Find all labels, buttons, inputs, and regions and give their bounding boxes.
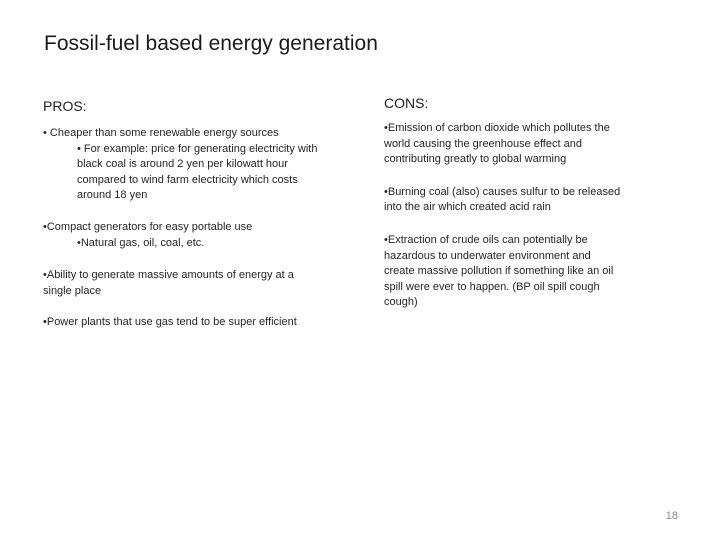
pros-column — [43, 96, 318, 331]
cons-item-co2-emission: •Emission of carbon dioxide which pollutes the world causing the greenhouse effect and contributing greatly to global warming — [384, 122, 610, 166]
pros-item-massive-energy: •Ability to generate massive amounts of energy at a single place — [43, 269, 294, 297]
pros-subitem-price-example: • For example: price for generating electricity with black coal is around 2 yen per kilowatt hour compared to wind farm electricity which costs around 18 yen — [77, 142, 318, 202]
pros-item-cheaper: • Cheaper than some renewable energy sources — [43, 127, 279, 139]
page-number: 18 — [665, 510, 678, 522]
pros-item-compact-generators: •Compact generators for easy portable use — [43, 220, 253, 233]
slide-title: Fossil-fuel based energy generation — [44, 32, 378, 55]
pros-item-gas-efficiency: •Power plants that use gas tend to be super efficient — [43, 316, 297, 329]
pros-subitem-fuel-types: •Natural gas, oil, coal, etc. — [77, 236, 205, 249]
cons-heading: CONS: — [384, 95, 429, 111]
cons-item-acid-rain: •Burning coal (also) causes sulfur to be released into the air which created acid rain — [384, 185, 621, 214]
cons-column — [384, 93, 624, 311]
pros-heading: PROS: — [43, 98, 87, 114]
cons-item-oil-extraction: •Extraction of crude oils can potentially be hazardous to underwater environment and create massive pollution if something like an oil spill were ever to happen. (BP oil spill cough cough) — [384, 233, 614, 309]
